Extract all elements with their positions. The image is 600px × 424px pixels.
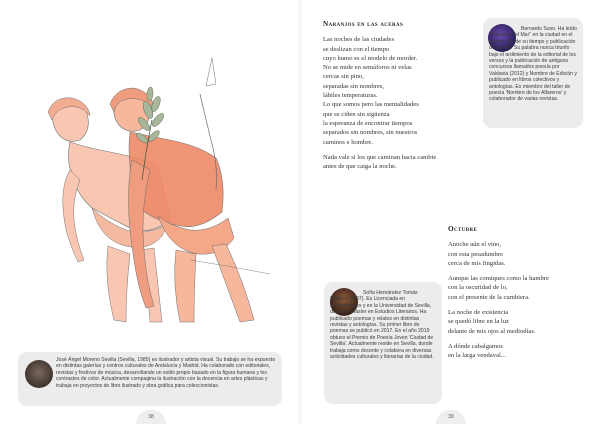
poem-line: A dónde cabalgamos: [448, 342, 503, 350]
poem-line: lábiles temperaturas.: [323, 92, 378, 100]
poem-line: La noche de existencia: [448, 309, 509, 317]
poem-line: Aunque las comiques como la hambre: [448, 275, 549, 283]
author-bio-text: Sofía Hernández Tomás (Gelves, 1997). Es Licenciada en Humanidades y en la Universidad de Sevilla, donde el Máster en Estudios Literarios. Ha publicado poemas y relatos en distintas revistas y antologías. Su primer libro de poemas se publicó en 2017. En el año 2019 obtuvo el Premio de Poesía Joven 'Ciudad de Sevilla'. Actualmente reside en Sevilla, donde trabaja como docente y colabora en diversas actividades culturales y literarias de la ciudad.: [330, 290, 434, 361]
poem-line: cerca de mis fingidas.: [448, 259, 506, 267]
poem-stanzas: [448, 240, 588, 360]
poem-line: con el presente de la cumbiera.: [448, 293, 530, 301]
author-bio-card: [483, 18, 583, 128]
poem-line: cuyo humo es el modelo de morder.: [323, 54, 418, 62]
poem-stanza: [448, 342, 588, 361]
poem-line: No se mide en semáforos ni velas: [323, 64, 412, 72]
illustrator-bio-card: [18, 352, 282, 406]
poem-stanza: [448, 240, 588, 268]
poem-line: se quedó libre en la luz: [448, 318, 509, 326]
poem-line: en la larga vendaval...: [448, 352, 506, 360]
poem-closing: [323, 153, 483, 172]
poem-line: separadas sin nombres,: [323, 82, 384, 90]
poem-line: la esperanza de encontrar tiempos: [323, 119, 413, 127]
poem-line: Anoche aún el vino,: [448, 241, 502, 249]
poem-lines: [323, 35, 483, 147]
page-number-left: 38: [136, 410, 166, 424]
poem-line: Lo que somos pero las mentalidades: [323, 101, 419, 109]
poem-line: Nada vale si los que caminan hacia cambie: [323, 153, 437, 161]
page-number-right: 39: [436, 410, 466, 424]
author-bio-text: Bernardo Suso. Ha leído "Palabras del Mar" en la ciudad en el mismo año de su tiempo y publicación de Sevilla. Su palabra nunca triunfo bajo el ardimiento de la editorial de los versos y la publicación de antiguos concursos llamados poesía por Valdavia (2012) y Nombre de Edición y publicado en libros colectivos y antologías. Es miembro del taller de poesía 'Nombre de los Alfareros' y colaborador de varias revistas.: [489, 26, 577, 103]
poem-title: Octubre: [448, 225, 478, 233]
poem-line: antes de que caiga la noche.: [323, 163, 397, 171]
poem-line: con esta pesadumbre: [448, 250, 503, 258]
author-bio-card: [324, 282, 442, 404]
poem-octubre: [448, 225, 588, 361]
poem-line: con la oscuridad de lo,: [448, 284, 508, 292]
poem-line: separados sin nombres, sin nuestros: [323, 129, 418, 137]
poem-title: Naranjos en las aceras: [323, 20, 404, 28]
illustrator-avatar: [25, 360, 53, 388]
poem-line: cercas sin pino,: [323, 73, 364, 81]
figure-right: [110, 58, 270, 322]
poem-line: que se ciñen sin sigüenza: [323, 110, 390, 118]
illustrator-bio-text: José Ángel Moreno Sevilla (Sevilla, 1985) es ilustrador y artista visual. Su trabajo se ha expuesto en distintas galerías y centros culturales de Andalucía y Madrid. Ha colaborado con editoriales, revistas y festivos de música, desarrollando un estilo propio basado en la figura humana y los contrastes de color. Actualmente compagina la ilustración con la docencia en artes plásticas y trabaja en proyectos de libro ilustrado y obra gráfica para coleccionistas.: [56, 357, 276, 389]
poem-line: delante de mis ojos al mediodías.: [448, 327, 536, 335]
poem-stanza: [448, 274, 588, 302]
poem-line: caminos e hombre.: [323, 138, 373, 146]
poem-naranjos: [323, 20, 483, 171]
book-gutter: [298, 0, 302, 424]
poem-stanza: [448, 308, 588, 336]
illustration-two-men-with-plant: [30, 40, 290, 340]
poem-line: se deslizan con el tiempo: [323, 45, 390, 53]
poem-line: Las noches de las ciudades: [323, 36, 395, 44]
